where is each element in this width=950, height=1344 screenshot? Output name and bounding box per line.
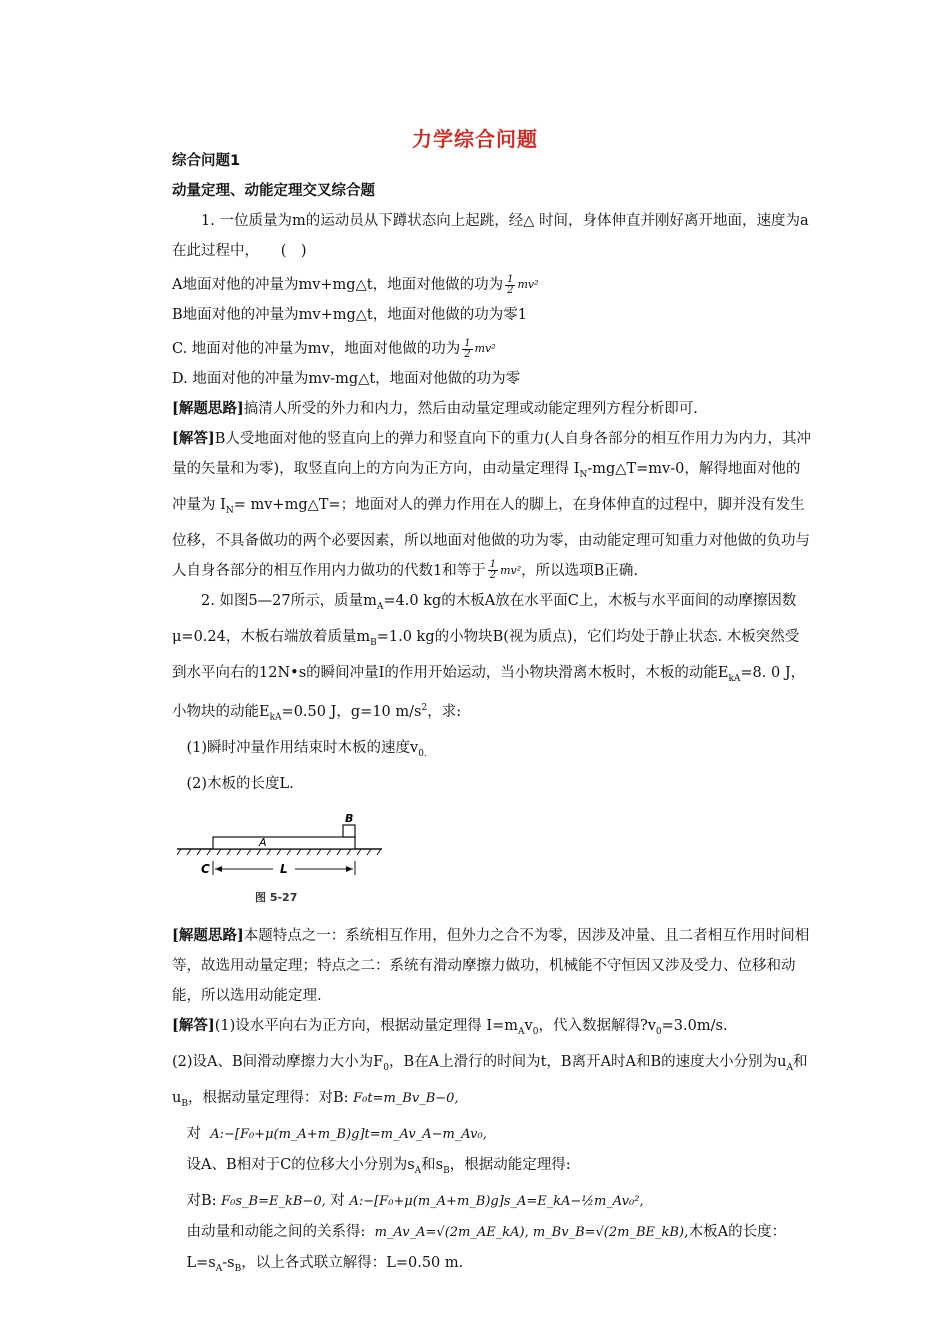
q1-idea: [解题思路]搞清人所受的外力和内力，然后由动量定理或动能定理列方程分析即可. — [172, 400, 698, 417]
q1-option-b: B地面对他的冲量为mv+mg△t，地面对他做的功为零1 — [172, 307, 527, 323]
document-body — [172, 146, 812, 1284]
q2-answer-2: (2)设A、B间滑动摩擦力大小为$F_0$，B在A上滑行的时间为t，B离开A时A和B的速度大小分别为$u_A$和$u_B$，根据动量定理得：对B: F₀t=m_Bv_B−0, — [172, 1053, 808, 1109]
q2-displacement: 设A、B相对于C的位移大小分别为$s_A$和$s_B$，根据动能定理得: — [186, 1156, 571, 1176]
q1-option-d: D. 地面对他的冲量为mv-mg△t，地面对他做的功为零 — [172, 371, 521, 387]
q2-energy-eqs: 对B: F₀s_B=E_kB−0, 对 A:−[F₀+μ(m_A+m_B)g]s_A=E_kA−½m_Av₀², — [186, 1192, 644, 1209]
eq-a-momentum: A:−[F₀+μ(m_A+m_B)g]t=m_Av_A−m_Av₀, — [210, 1126, 487, 1142]
label-l: L — [280, 862, 288, 877]
eq-b-energy: F₀s_B=E_kB−0, — [221, 1193, 326, 1209]
label-a: A — [259, 836, 267, 850]
q2-stem: 2. 如图5—27所示，质量$m_A=4.0$ kg的木板A放在水平面C上，木板与水平面间的动摩擦因数 μ=0.24，木板右端放着质量$m_B=1.0$ kg的小物块B(视为质点)，它们均处于静止状态. 木板突然受到水平向右的12N•s的瞬间冲量I的作用开始运动，当小物块滑离木板时，木板的动能$E_{kA}=8$. 0 J，小物块的动能$E_{kA}=0.50$ J，g=10 $m/s^2$，求: — [172, 592, 806, 724]
ground-hatching — [177, 849, 381, 855]
q1-stem: 1. 一位质量为m的运动员从下蹲状态向上起跳，经△ 时间，身体伸直并刚好离开地面，速度为a在此过程中， ( ) — [172, 213, 809, 259]
board-diagram — [177, 811, 397, 911]
label-b: B — [345, 812, 354, 826]
q2-eq-a-momentum-line: 对 A:−[F₀+μ(m_A+m_B)g]t=m_Av_A−m_Av₀, — [186, 1125, 487, 1142]
section-heading: 综合问题1 — [172, 153, 241, 169]
q2-part2: (2)木板的长度L. — [186, 776, 294, 793]
board-a — [213, 837, 355, 849]
eq-b-momentum: F₀t=m_Bv_B−0, — [353, 1090, 459, 1106]
eq-relation: m_Av_A=√(2m_AE_kA), m_Bv_B=√(2m_BE_kB) — [374, 1224, 685, 1240]
q2-answer-1: [解答](1)设水平向右为正方向，根据动量定理得 $I=m_Av_0$，代入数据解得$?v_0=3.0m/s$. — [172, 1017, 728, 1037]
figure-5-27 — [172, 811, 812, 911]
figure-caption: 图 5-27 — [255, 891, 298, 905]
q2-idea: [解题思路]本题特点之一：系统相互作用，但外力之合不为零，因涉及冲量、且二者相互作用时间相等，故选用动量定理；特点之二：系统有滑动摩擦力做功，机械能不守恒因又涉及受力、位移和动能，所以选用动能定理. — [172, 927, 810, 1005]
fraction-half: $\frac{1}{2}$ — [489, 559, 497, 582]
q1-answer: [解答]B人受地面对他的竖直向上的弹力和竖直向下的重力(人自身各部分的相互作用力为内力，其冲量的矢量和为零)，取竖直向上的方向为正方向，由动量定理得 $I_N-mg\triangle T=mv-0$，解得地面对他的冲量为 $I_N=$ mv+mg△T=；地面对人的弹力作用在人的脚上，在身体伸直的过程中，脚并没有发生位移，不具备做功的两个必要因素，所以地面对他做的功为零，由动能定理可知重力对他做的负功与人自身各部分的相互作用内力做功的代数1和等于 $\frac{1}{2}$ mv²，所以选项B正确. — [172, 430, 812, 582]
label-c: C — [201, 862, 210, 877]
q2-part1: (1)瞬时冲量作用结束时木板的速度$v_{0.}$ — [186, 740, 427, 760]
block-b — [343, 825, 355, 837]
q1-option-a: A地面对他的冲量为mv+mg△t，地面对他做的功为 $\frac{1}{2}$ mv² — [172, 273, 539, 296]
page-title: 力学综合问题 — [412, 127, 538, 151]
subsection-heading: 动量定理、动能定理交叉综合题 — [172, 183, 375, 199]
fraction-half: $\frac{1}{2}$ — [507, 273, 514, 296]
fraction-half: $\frac{1}{2}$ — [464, 337, 471, 360]
eq-a-energy: A:−[F₀+μ(m_A+m_B)g]s_A=E_kA−½m_Av₀², — [349, 1193, 644, 1209]
q2-relation: 由动量和动能之间的关系得: m_Av_A=√(2m_AE_kA), m_Bv_B=√(2m_BE_kB),木板A的长度：$L=s_A-s_B$，以上各式联立解得：L=0.50 m. — [186, 1223, 787, 1274]
q1-option-c: C. 地面对他的冲量为mv，地面对他做的功为 $\frac{1}{2}$ mv² — [172, 337, 496, 360]
